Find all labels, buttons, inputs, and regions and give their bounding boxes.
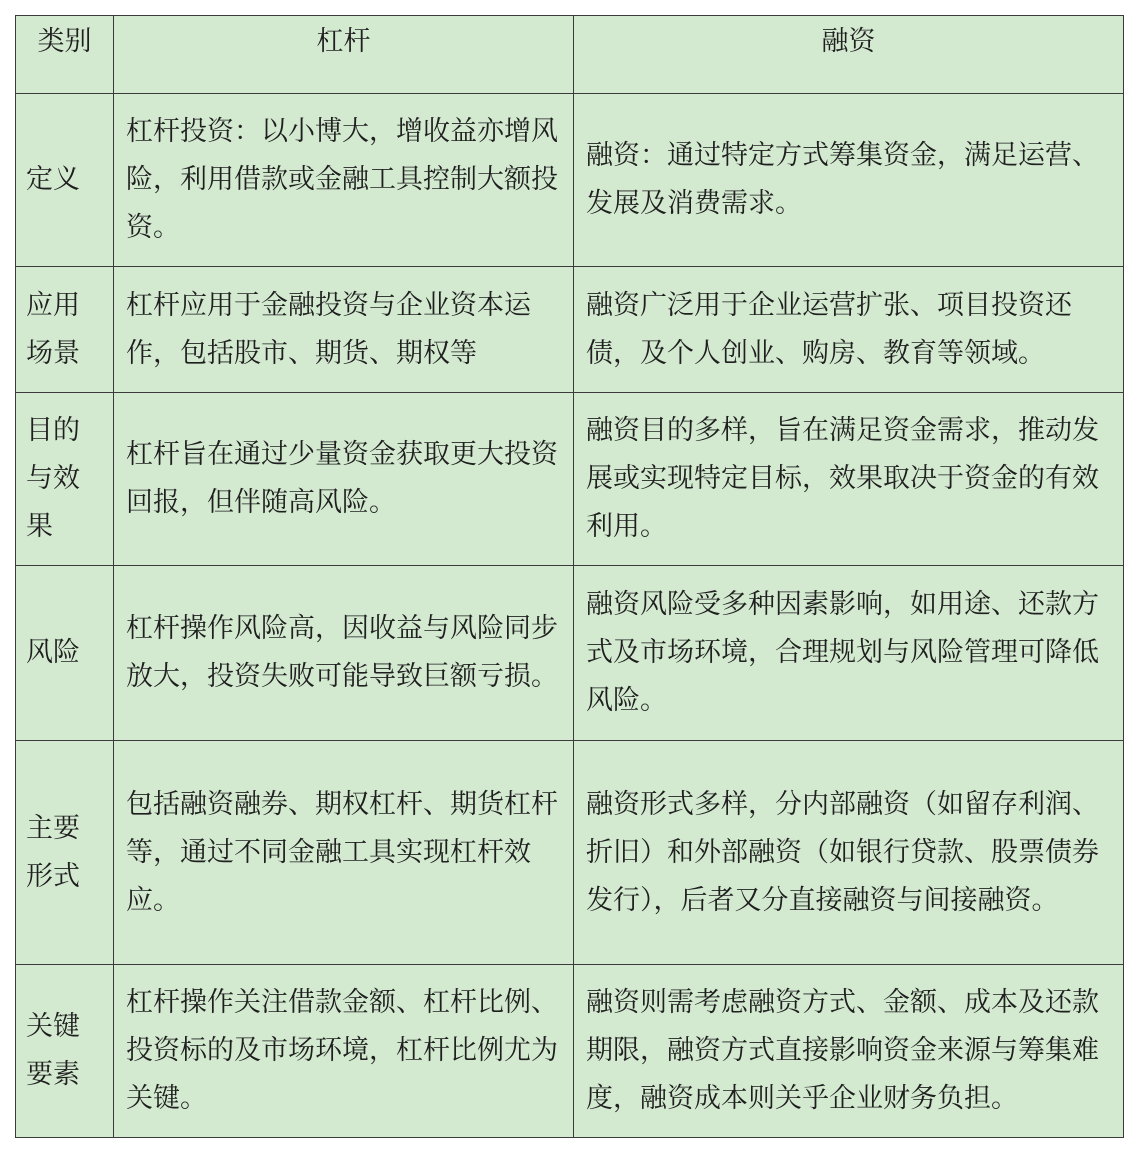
table-row-key-factors xyxy=(16,965,1124,1138)
header-category: 类别 xyxy=(16,16,114,94)
row-category-cell: 风险 xyxy=(16,566,114,741)
financing-cell: 融资目的多样，旨在满足资金需求，推动发展或实现特定目标，效果取决于资金的有效利用。 xyxy=(574,393,1124,566)
financing-cell: 融资则需考虑融资方式、金额、成本及还款期限，融资方式直接影响资金来源与筹集难度，融资成本则关乎企业财务负担。 xyxy=(574,965,1124,1138)
leverage-cell: 杠杆投资：以小博大，增收益亦增风险，利用借款或金融工具控制大额投资。 xyxy=(114,94,574,267)
financing-cell: 融资风险受多种因素影响，如用途、还款方式及市场环境，合理规划与风险管理可降低风险。 xyxy=(574,566,1124,741)
comparison-table xyxy=(15,15,1124,1138)
financing-cell: 融资广泛用于企业运营扩张、项目投资还债，及个人创业、购房、教育等领域。 xyxy=(574,267,1124,393)
header-leverage: 杠杆 xyxy=(114,16,574,94)
table-row-purpose xyxy=(16,393,1124,566)
leverage-cell: 包括融资融券、期权杠杆、期货杠杆等，通过不同金融工具实现杠杆效应。 xyxy=(114,741,574,965)
leverage-cell: 杠杆操作风险高，因收益与风险同步放大，投资失败可能导致巨额亏损。 xyxy=(114,566,574,741)
row-category-cell: 目的与效果 xyxy=(16,393,114,566)
leverage-cell: 杠杆应用于金融投资与企业资本运作，包括股市、期货、期权等 xyxy=(114,267,574,393)
table-row-definition xyxy=(16,94,1124,267)
row-category-cell: 主要形式 xyxy=(16,741,114,965)
leverage-cell: 杠杆旨在通过少量资金获取更大投资回报，但伴随高风险。 xyxy=(114,393,574,566)
table-row-risk xyxy=(16,566,1124,741)
row-category-cell: 应用场景 xyxy=(16,267,114,393)
leverage-cell: 杠杆操作关注借款金额、杠杆比例、投资标的及市场环境，杠杆比例尤为关键。 xyxy=(114,965,574,1138)
financing-cell: 融资：通过特定方式筹集资金，满足运营、发展及消费需求。 xyxy=(574,94,1124,267)
header-financing: 融资 xyxy=(574,16,1124,94)
row-category-cell: 关键要素 xyxy=(16,965,114,1138)
financing-cell: 融资形式多样，分内部融资（如留存利润、折旧）和外部融资（如银行贷款、股票债券发行），后者又分直接融资与间接融资。 xyxy=(574,741,1124,965)
table-row-application xyxy=(16,267,1124,393)
table-row-forms xyxy=(16,741,1124,965)
table-header-row xyxy=(16,16,1124,94)
row-category-cell: 定义 xyxy=(16,94,114,267)
